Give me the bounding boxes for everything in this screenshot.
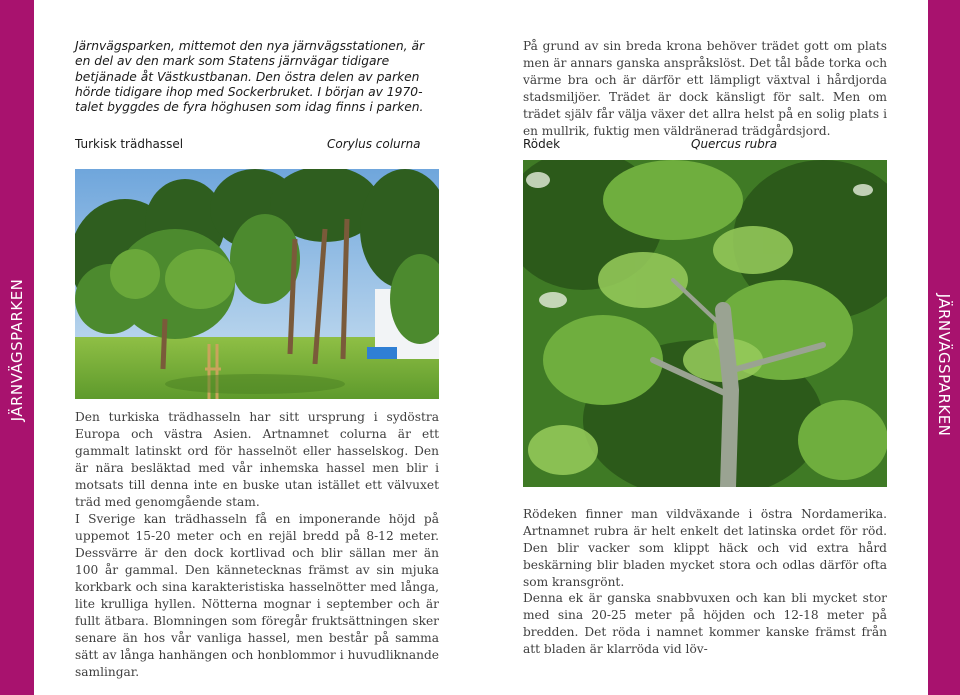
left-tree-name: Turkisk trädhassel (75, 137, 184, 151)
left-side-band (0, 0, 34, 695)
left-side-title: JÄRNVÄGSPARKEN (8, 278, 26, 422)
hazel-tree-photo (75, 169, 439, 399)
right-tree-name: Rödek (523, 137, 561, 151)
right-latin-name: Quercus rubra (691, 137, 778, 151)
right-paragraph-2: Denna ek är ganska snabbvuxen och kan bli mycket stor med sina 20-25 meter på höjden och 12-18 meter på bredden. Det röda i namnet kommer kanske främst från att bladen är klarröda vid löv- (523, 591, 887, 656)
right-side-band (928, 0, 960, 695)
left-intro-text: Järnvägsparken, mittemot den nya järnvägsstationen, är en del av den mark som Statens järnvägar tidigare betjänade åt Västkustbanan. Den östra delen av parken hörde tidigare ihop med Sockerbruket. I början av 1970-talet byggdes de fyra höghusen som idag finns i parken. (75, 39, 425, 115)
left-paragraph-1: Den turkiska trädhasseln har sitt ursprung i sydöstra Europa och västra Asien. Artnamnet colurna är ett gammalt latinskt ord för hasselnöt eller hasselskog. Den är nära besläktad med vår inhemska hassel men blir i motsats till denna inte en buske utan istället ett välvuxet träd med genomgående stam. (75, 410, 439, 509)
right-paragraph-1: Rödeken finner man vildväxande i östra Nordamerika. Artnamnet rubra är helt enkelt det latinska ordet för röd. Den blir vacker som klippt häck och vid extra hård beskärning blir bladen mycket stora och odlas därför ofta som kransgrönt. (523, 507, 887, 589)
red-oak-photo (523, 160, 887, 487)
left-paragraph-2: I Sverige kan trädhasseln få en imponerande höjd på uppemot 15-20 meter och en rejäl bredd på 8-12 meter. Dessvärre är den dock kortlivad och blir sällan mer än 100 år gammal. Den kännetecknas främst av sin mjuka korkbark och sina karakteristiska hasselnötter med långa, lite krulliga hyllen. Nötterna mognar i september och är fullt ätbara. Blomningen som föregår fruktsättningen sker senare än hos vår vanliga hassel, men består på samma sätt av långa hanhängen och honblommor i huvudliknande samlingar. (75, 512, 439, 679)
right-intro-text: På grund av sin breda krona behöver trädet gott om plats men är annars ganska anspråkslöst. Det tål både torka och värme bra och är därför ett lämpligt växtval i hårdjorda stadsmiljöer. Trädet är dock känsligt för salt. Men om trädet själv får välja växer det allra helst på en solig plats i en mullrik, fuktig men väldränerad trädgårdsjord. (523, 39, 887, 138)
right-side-title: JÄRNVÄGSPARKEN (935, 293, 953, 437)
left-latin-name: Corylus colurna (327, 137, 421, 151)
